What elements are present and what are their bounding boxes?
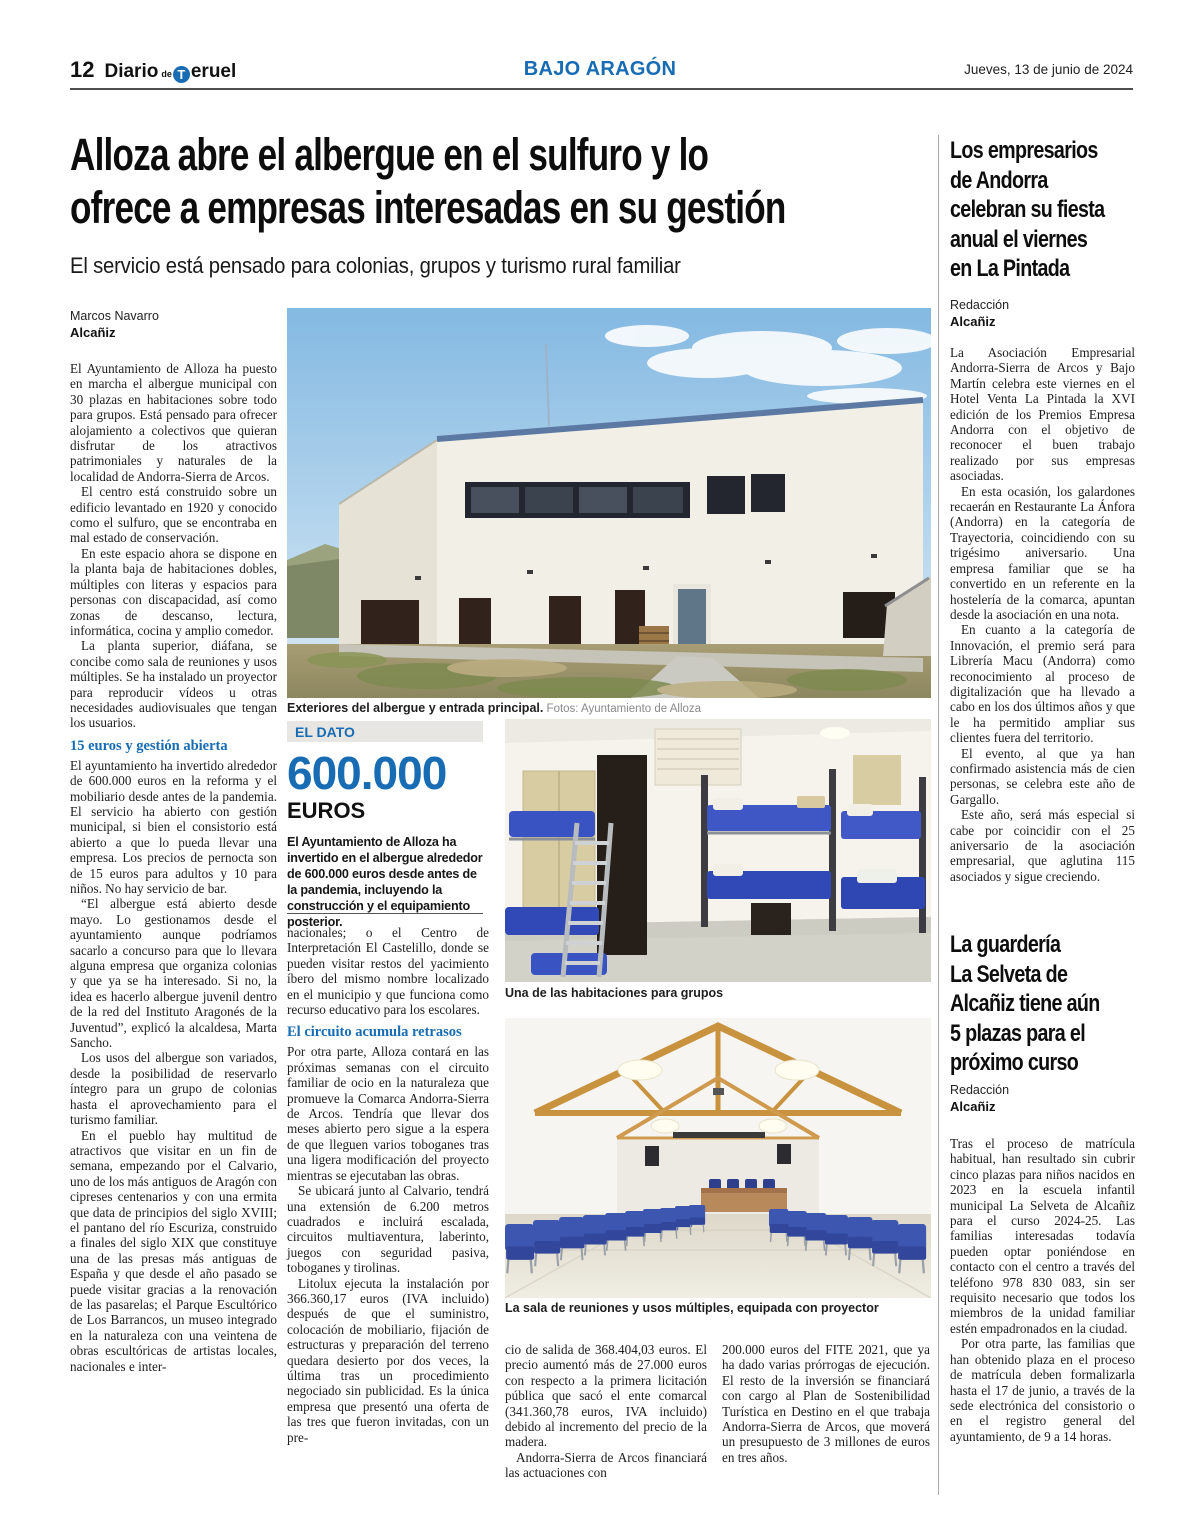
body-column-3 [505, 1342, 707, 1481]
brand-word-eruel: eruel [190, 61, 237, 82]
body-column-1 [70, 308, 277, 1374]
paragraph: En este espacio ahora se dispone en la planta baja de habitaciones dobles, múltiples con literas y espacios para personas con discapacidad, así como zonas de descanso, lectura, informática, cocina y amplio comedor. [70, 545, 277, 638]
sidebar-paragraph: Tras el proceso de matrícula habitual, han resultado sin cubrir cinco plazas para niños nacidos en 2023 en la escuela infantil municipal La Selveta de Alcañiz para el curso 2024-25. Las familias interesadas todavía pueden optar poniéndose en contacto con el centro a través del teléfono 978 830 083, sin ser requisito necesario que todos los miembros de la unidad familiar estén empadronados en la ciudad. [950, 1136, 1135, 1336]
sidebar-paragraph: En esta ocasión, los galardones recaerán en Restaurante La Ánfora (Andorra) en la categoría de Trayectoria, coincidiendo con su trigésimo aniversario. Una empresa familiar que se ha convertido en un referente en la hostelería de la comarca, apuntan desde la asociación en una nota. [950, 483, 1135, 622]
caption-text: Exteriores del albergue y entrada principal. [287, 701, 544, 715]
body-column-4 [722, 1342, 930, 1465]
sidebar-paragraph: Este año, será más especial si cabe por coincidir con el 25 aniversario de la asociación empresarial, que aglutina 115 asociados y sigue creciendo. [950, 807, 1135, 884]
article-subtitle: El servicio está pensado para colonias, grupos y turismo rural familiar [70, 253, 681, 278]
el-dato-box [287, 721, 483, 929]
sidebar-article-1-body [950, 345, 1135, 884]
paragraph: Los usos del albergue son variados, desde la posibilidad de reservarlo íntegro para un grupo de colonias hasta el aprovechamiento para el turismo familiar. [70, 1050, 277, 1128]
photo-bunk-room [505, 719, 931, 982]
paragraph: 200.000 euros del FITE 2021, que ya ha dado varias prórrogas de ejecución. El resto de la inversión se financiará con cargo al Plan de Sostenibilidad Turística en Destino en el que trabaja Andorra-Sierra de Arcos, que moverá un presupuesto de 3 millones de euros en tres años. [722, 1342, 930, 1465]
paragraph: En el pueblo hay multitud de atractivos que visitar en un fin de semana, empezando por el Calvario, uno de los más antiguos de Aragón con cipreses centenarios y con una ermita que data de principios del siglo XVIII; el pantano del río Escuriza, construido a finales del siglo XIX que constituye una de las presas más antiguas de España y que desde el año pasado se puede visitar gracias a la renovación de las pasarelas; el Parque Escultórico de Los Barrancos, un museo integrado en la naturaleza con una veintena de obras escultóricas de artistas locales, nacionales e inter- [70, 1127, 277, 1374]
paragraph: “El albergue está abierto desde mayo. Lo gestionamos desde el ayuntamiento aunque podríamos sacarlo a concurso para que lo llevara alguna empresa que organiza colonias y que ya se ha interesado. Si no, la idea es hacerlo albergue juvenil dentro de la red del Instituto Aragonés de la Juventud”, explicó la alcaldesa, Marta Sancho. [70, 896, 277, 1051]
subhead-circuit: El circuito acumula retrasos [287, 1024, 462, 1041]
issue-date: Jueves, 13 de junio de 2024 [964, 62, 1133, 77]
el-dato-header [287, 721, 483, 742]
photo-caption-2: Una de las habitaciones para grupos [505, 986, 724, 1000]
section-title: BAJO ARAGÓN [523, 58, 677, 80]
page-number: 12 [70, 57, 95, 82]
el-dato-label: EL DATO [295, 723, 355, 740]
sb2-line: Alcañiz tiene aún [950, 990, 1100, 1017]
sb2-line: 5 plazas para el [950, 1019, 1086, 1047]
sidebar-byline-1 [950, 297, 1009, 330]
sidebar-byline-place: Alcañiz [950, 1099, 996, 1114]
sidebar-headline-2 [950, 930, 1135, 1078]
brand-word-diario: Diario [104, 61, 159, 82]
sidebar-byline-author: Redacción [950, 1083, 1010, 1097]
sidebar-paragraph: La Asociación Empresarial Andorra-Sierra de Arcos y Bajo Martín celebra este viernes en el Hotel Venta La Pintada la XVI edición de los Premios Empresa Andorra con el objetivo de reconocer el buen trabajo realizado por sus empresas asociadas. [950, 345, 1135, 484]
el-dato-unit: EUROS [287, 798, 366, 823]
paragraph: El Ayuntamiento de Alloza ha puesto en marcha el albergue municipal con 30 plazas en habitaciones sobre todo para grupos. Está pensado para ofrecer alojamiento a colectivos que quieran disfrutar de los atractivos patrimoniales y naturales de la localidad de Andorra-Sierra de Arcos. [70, 361, 277, 484]
headline-line-2: ofrece a empresas interesadas en su gestión [70, 182, 786, 233]
sidebar-paragraph: Por otra parte, las familias que han obtenido plaza en el proceso de matrícula deben formalizarla hasta el 17 de junio, a través de la sede electrónica del consistorio o en el registro general del ayuntamiento, de 9 a 14 horas. [950, 1336, 1135, 1444]
sidebar-byline-2 [950, 1082, 1009, 1115]
paragraph: Por otra parte, Alloza contará en las próximas semanas con el circuito familiar de ocio en la naturaleza que promueve la Comarca Andorra-Sierra de Arcos. Tendría que llevar dos meses abierto pero sigue a la espera de que lleguen varios toboganes tras una ligera modificación del proyecto mientras se ejecutaban las obras. [287, 1044, 489, 1183]
sb2-line: próximo curso [950, 1049, 1079, 1076]
paragraph: Andorra-Sierra de Arcos financiará las actuaciones con [505, 1449, 707, 1481]
header-rule [70, 88, 1133, 90]
meeting-hall-illustration [505, 1018, 931, 1298]
sb1-line: en La Pintada [950, 255, 1070, 282]
paragraph: La planta superior, diáfana, se concibe como sala de reuniones y usos múltiples. Se ha instalado un proyector para reproducir vídeos u otras necesidades audiovisuales que tengan los usuarios. [70, 638, 277, 731]
sb2-line: La guardería [950, 931, 1061, 958]
body-column-2 [287, 925, 489, 1445]
paragraph: Litolux ejecuta la instalación por 366.360,17 euros (IVA incluido) después de que el suministro, colocación de mobiliario, fijación de estructuras y preparación del terreno quedara desierto por dos veces, la última tras un procedimiento negociado sin publicidad. Es la única empresa que presentó una oferta de las tres que fueron invitadas, con un pre- [287, 1275, 489, 1445]
sb1-line: anual el viernes [950, 225, 1088, 253]
sidebar-byline-author: Redacción [950, 298, 1010, 312]
el-dato-text: El Ayuntamiento de Alloza ha invertido en el albergue alrededor de 600.000 euros desde antes de la pandemia, incluyendo la construcción y el equipamiento posterior. [287, 835, 483, 929]
albergue-exterior-illustration [287, 308, 931, 698]
sidebar-divider [938, 135, 939, 1495]
sidebar-paragraph: En cuanto a la categoría de Innovación, el premio será para Librería Macu (Andorra) como reconocimiento al proceso de digitalización que ha llevado a cabo en los dos últimos años y que le ha permitido ampliar sus clientes fuera del territorio. [950, 622, 1135, 746]
headline-line-1: Alloza abre el albergue en el sulfuro y lo [70, 129, 709, 180]
photo-caption-3: La sala de reuniones y usos múltiples, equipada con proyector [505, 1301, 879, 1315]
subhead-pricing: 15 euros y gestión abierta [70, 737, 228, 754]
byline-author: Marcos Navarro [70, 309, 159, 323]
paragraph: cio de salida de 368.404,03 euros. El precio aumentó más de 27.000 euros con respecto a la primera licitación pública que sacó el ente comarcal (341.360,78 euros, IVA incluido) debido al incremento del precio de la madera. [505, 1342, 707, 1450]
sb2-line: La Selveta de [950, 960, 1068, 988]
sb1-line: Los empresarios [950, 137, 1098, 164]
sidebar-headline-1 [950, 136, 1135, 284]
paragraph: nacionales; o el Centro de Interpretación El Castelillo, donde se pueden visitar restos del yacimiento íbero del mismo nombre localizado en el municipio y que funciona como recurso educativo para los escolares. [287, 925, 489, 1018]
sidebar-byline-place: Alcañiz [950, 314, 996, 329]
byline-place: Alcañiz [70, 325, 116, 340]
teruel-t-icon: T [173, 66, 190, 83]
el-dato-figure: 600.000 [287, 747, 447, 799]
bunk-room-illustration [505, 719, 931, 982]
main-headline [70, 128, 970, 234]
paragraph: El centro está construido sobre un edificio levantado en 1920 y conocido como el sulfuro, que se encontraba en mal estado de conservación. [70, 484, 277, 546]
byline [70, 308, 277, 341]
sb1-line: de Andorra [950, 166, 1048, 194]
brand-word-de: de [161, 69, 172, 79]
sidebar-article-2-body [950, 1136, 1135, 1444]
sidebar-paragraph: El evento, al que ya han confirmado asistencia más de cien personas, se celebra este año de Gargallo. [950, 745, 1135, 807]
paragraph: Se ubicará junto al Calvario, tendrá una extensión de 6.200 metros cuadrados e incluirá escalada, circuitos multiaventura, laberinto, juegos con seguridad pasiva, toboganes y tirolinas. [287, 1183, 489, 1276]
paragraph: El ayuntamiento ha invertido alrededor de 600.000 euros en la reforma y el mobiliario desde antes de la pandemia. El servicio ha abierto con gestión municipal, si bien el consistorio está abierto a que lo pueda llevar una empresa. Los precios de pernocta son de 15 euros para adultos y 10 para niños. No hay servicio de bar. [70, 757, 277, 896]
caption-credit: Fotos: Ayuntamiento de Alloza [543, 703, 702, 715]
photo-albergue-exterior [287, 308, 931, 698]
sb1-line: celebran su fiesta [950, 196, 1105, 223]
photo-caption-1 [287, 701, 931, 715]
photo-meeting-hall [505, 1018, 931, 1298]
